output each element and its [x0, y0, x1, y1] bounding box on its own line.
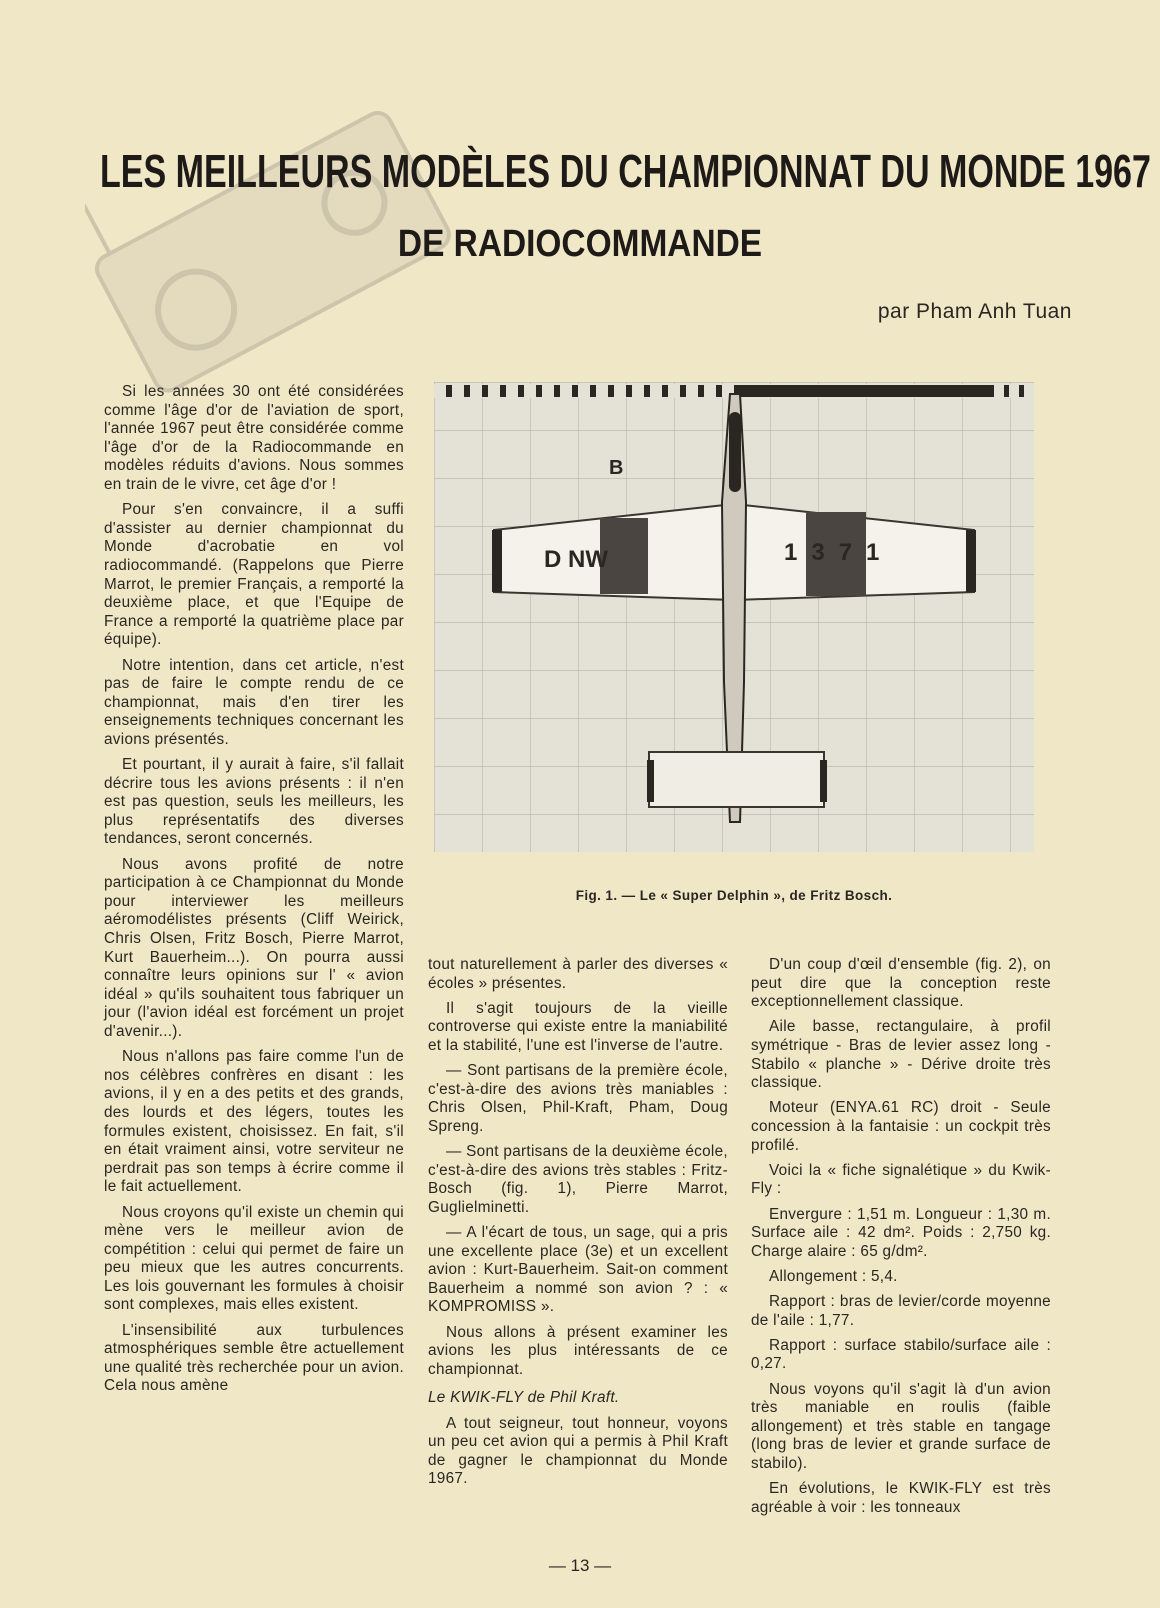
- paragraph: — Sont partisans de la deuxième école, c'est-à-dire des avions très stables : Fritz-Bosch (fig. 1), Pierre Marrot, Guglielminetti.: [428, 1143, 728, 1216]
- paragraph: Rapport : surface stabilo/surface aile : 0,27.: [751, 1336, 1051, 1373]
- page-number: — 13 —: [548, 1556, 612, 1575]
- paragraph: Nous allons à présent examiner les avions les plus intéressants de ce championnat.: [428, 1323, 728, 1378]
- byline: par Pham Anh Tuan: [877, 300, 1072, 323]
- paragraph: Moteur (ENYA.61 RC) droit - Seule concession à la fantaisie : un cockpit très profilé.: [751, 1099, 1051, 1154]
- grid-letter: B: [609, 457, 624, 479]
- text-column-3: [751, 956, 1051, 1524]
- section-subheading: Le KWIK-FLY de Phil Kraft.: [428, 1389, 620, 1407]
- paragraph: Nous avons profité de notre participation à ce Championnat du Monde pour interviewer les meilleurs aéromodélistes présents (Cliff Weirick, Chris Olsen, Fritz Bosch, Pierre Marrot, Kurt Bauerheim...). On pourra aussi connaître leurs opinions sur l' « avion idéal » qu'ils souhaitent tous fabriquer un jour (l'avion idéal est forcément un projet d'avenir...).: [104, 855, 404, 1040]
- paragraph: Nous croyons qu'il existe un chemin qui mène vers le meilleur avion de compétition : celui qui permet de faire un peu mieux que les autres concurrents. Les lois gouvernant les formules à choisir sont complexes, mais elles existent.: [104, 1203, 404, 1314]
- text-column-1: [104, 383, 404, 1403]
- airplane-photo: [434, 382, 1034, 852]
- paragraph: Rapport : bras de levier/corde moyenne de l'aile : 1,77.: [751, 1293, 1051, 1329]
- text-column-2: [428, 956, 728, 1496]
- paragraph: tout naturellement à parler des diverses « écoles » présentes.: [428, 956, 728, 992]
- paragraph: — Sont partisans de la première école, c'est-à-dire des avions très maniables : Chris Olsen, Phil-Kraft, Pham, Doug Spreng.: [428, 1062, 728, 1135]
- paragraph: Pour s'en convaincre, il a suffi d'assister au dernier championnat du Monde d'acrobatie en vol radiocommandé. (Rappelons que Pierre Marrot, le premier Français, a remporté la deuxième place, et que l'Equipe de France a remporté la quatrième place par équipe).: [104, 501, 404, 649]
- paragraph: Si les années 30 ont été considérées comme l'âge d'or de l'aviation de sport, l'année 1967 peut être considérée comme l'âge d'or de la Radiocommande en modèles réduits d'avions. Nous sommes en train de le vivre, cet âge d'or !: [104, 383, 404, 493]
- paragraph: Il s'agit toujours de la vieille controverse qui existe entre la maniabilité et la stabilité, l'une est l'inverse de l'autre.: [428, 999, 728, 1054]
- wing-registration-left: D NW: [544, 546, 608, 573]
- paragraph: L'insensibilité aux turbulences atmosphériques semble être actuellement une qualité très recherchée pour un avion. Cela nous amène: [104, 1321, 404, 1395]
- article-title-line2: DE RADIOCOMMANDE: [397, 223, 763, 265]
- paragraph: D'un coup d'œil d'ensemble (fig. 2), on peut dire que la conception reste exceptionnellement classique.: [751, 956, 1051, 1011]
- paragraph: — A l'écart de tous, un sage, qui a pris une excellente place (3e) et un excellent avion : Kurt-Bauerheim. Sait-on comment Bauerheim a nommé son avion ? : « KOMPROMISS ».: [428, 1224, 728, 1316]
- figure-caption: Fig. 1. — Le « Super Delphin », de Fritz Bosch.: [575, 888, 893, 903]
- paragraph: Et pourtant, il y aurait à faire, s'il fallait décrire tous les avions présents : il n'en est pas question, seuls les meilleurs, les plus représentatifs des diverses tendances, seront concernés.: [104, 756, 404, 848]
- paragraph: Notre intention, dans cet article, n'est pas de faire le compte rendu de ce championnat, mais d'en tirer les enseignements techniques concernant les avions présentés.: [104, 656, 404, 748]
- paragraph: Envergure : 1,51 m. Longueur : 1,30 m. Surface aile : 42 dm². Poids : 2,750 kg. Charge alaire : 65 g/dm².: [751, 1205, 1051, 1260]
- article-title-line1: LES MEILLEURS MODÈLES DU CHAMPIONNAT DU MONDE 1967: [100, 145, 1151, 197]
- paragraph: En évolutions, le KWIK-FLY est très agréable à voir : les tonneaux: [751, 1480, 1051, 1516]
- paragraph: Nous voyons qu'il s'agit là d'un avion très maniable en roulis (faible allongement) et très stable en tangage (long bras de levier et grande surface de stabilo).: [751, 1380, 1051, 1472]
- paragraph: Allongement : 5,4.: [769, 1267, 898, 1285]
- wing-registration-right: 1371: [784, 539, 894, 566]
- figure-1-photo: [434, 382, 1034, 852]
- paragraph: Aile basse, rectangulaire, à profil symétrique - Bras de levier assez long - Stabilo « planche » - Dérive droite très classique.: [751, 1018, 1051, 1092]
- paragraph: A tout seigneur, tout honneur, voyons un peu cet avion qui a permis à Phil Kraft de gagner le championnat du Monde 1967.: [428, 1414, 728, 1488]
- paragraph: Voici la « fiche signalétique » du Kwik-Fly :: [751, 1161, 1051, 1198]
- paragraph: Nous n'allons pas faire comme l'un de nos célèbres confrères en disant : les avions, il y en a des petits et des grands, des lourds et des légers, toutes les formules existent, choisissez. En fait, s'il en était vraiment ainsi, votre serviteur ne perdrait pas son temps à écrire comme il le fait actuellement.: [104, 1048, 404, 1196]
